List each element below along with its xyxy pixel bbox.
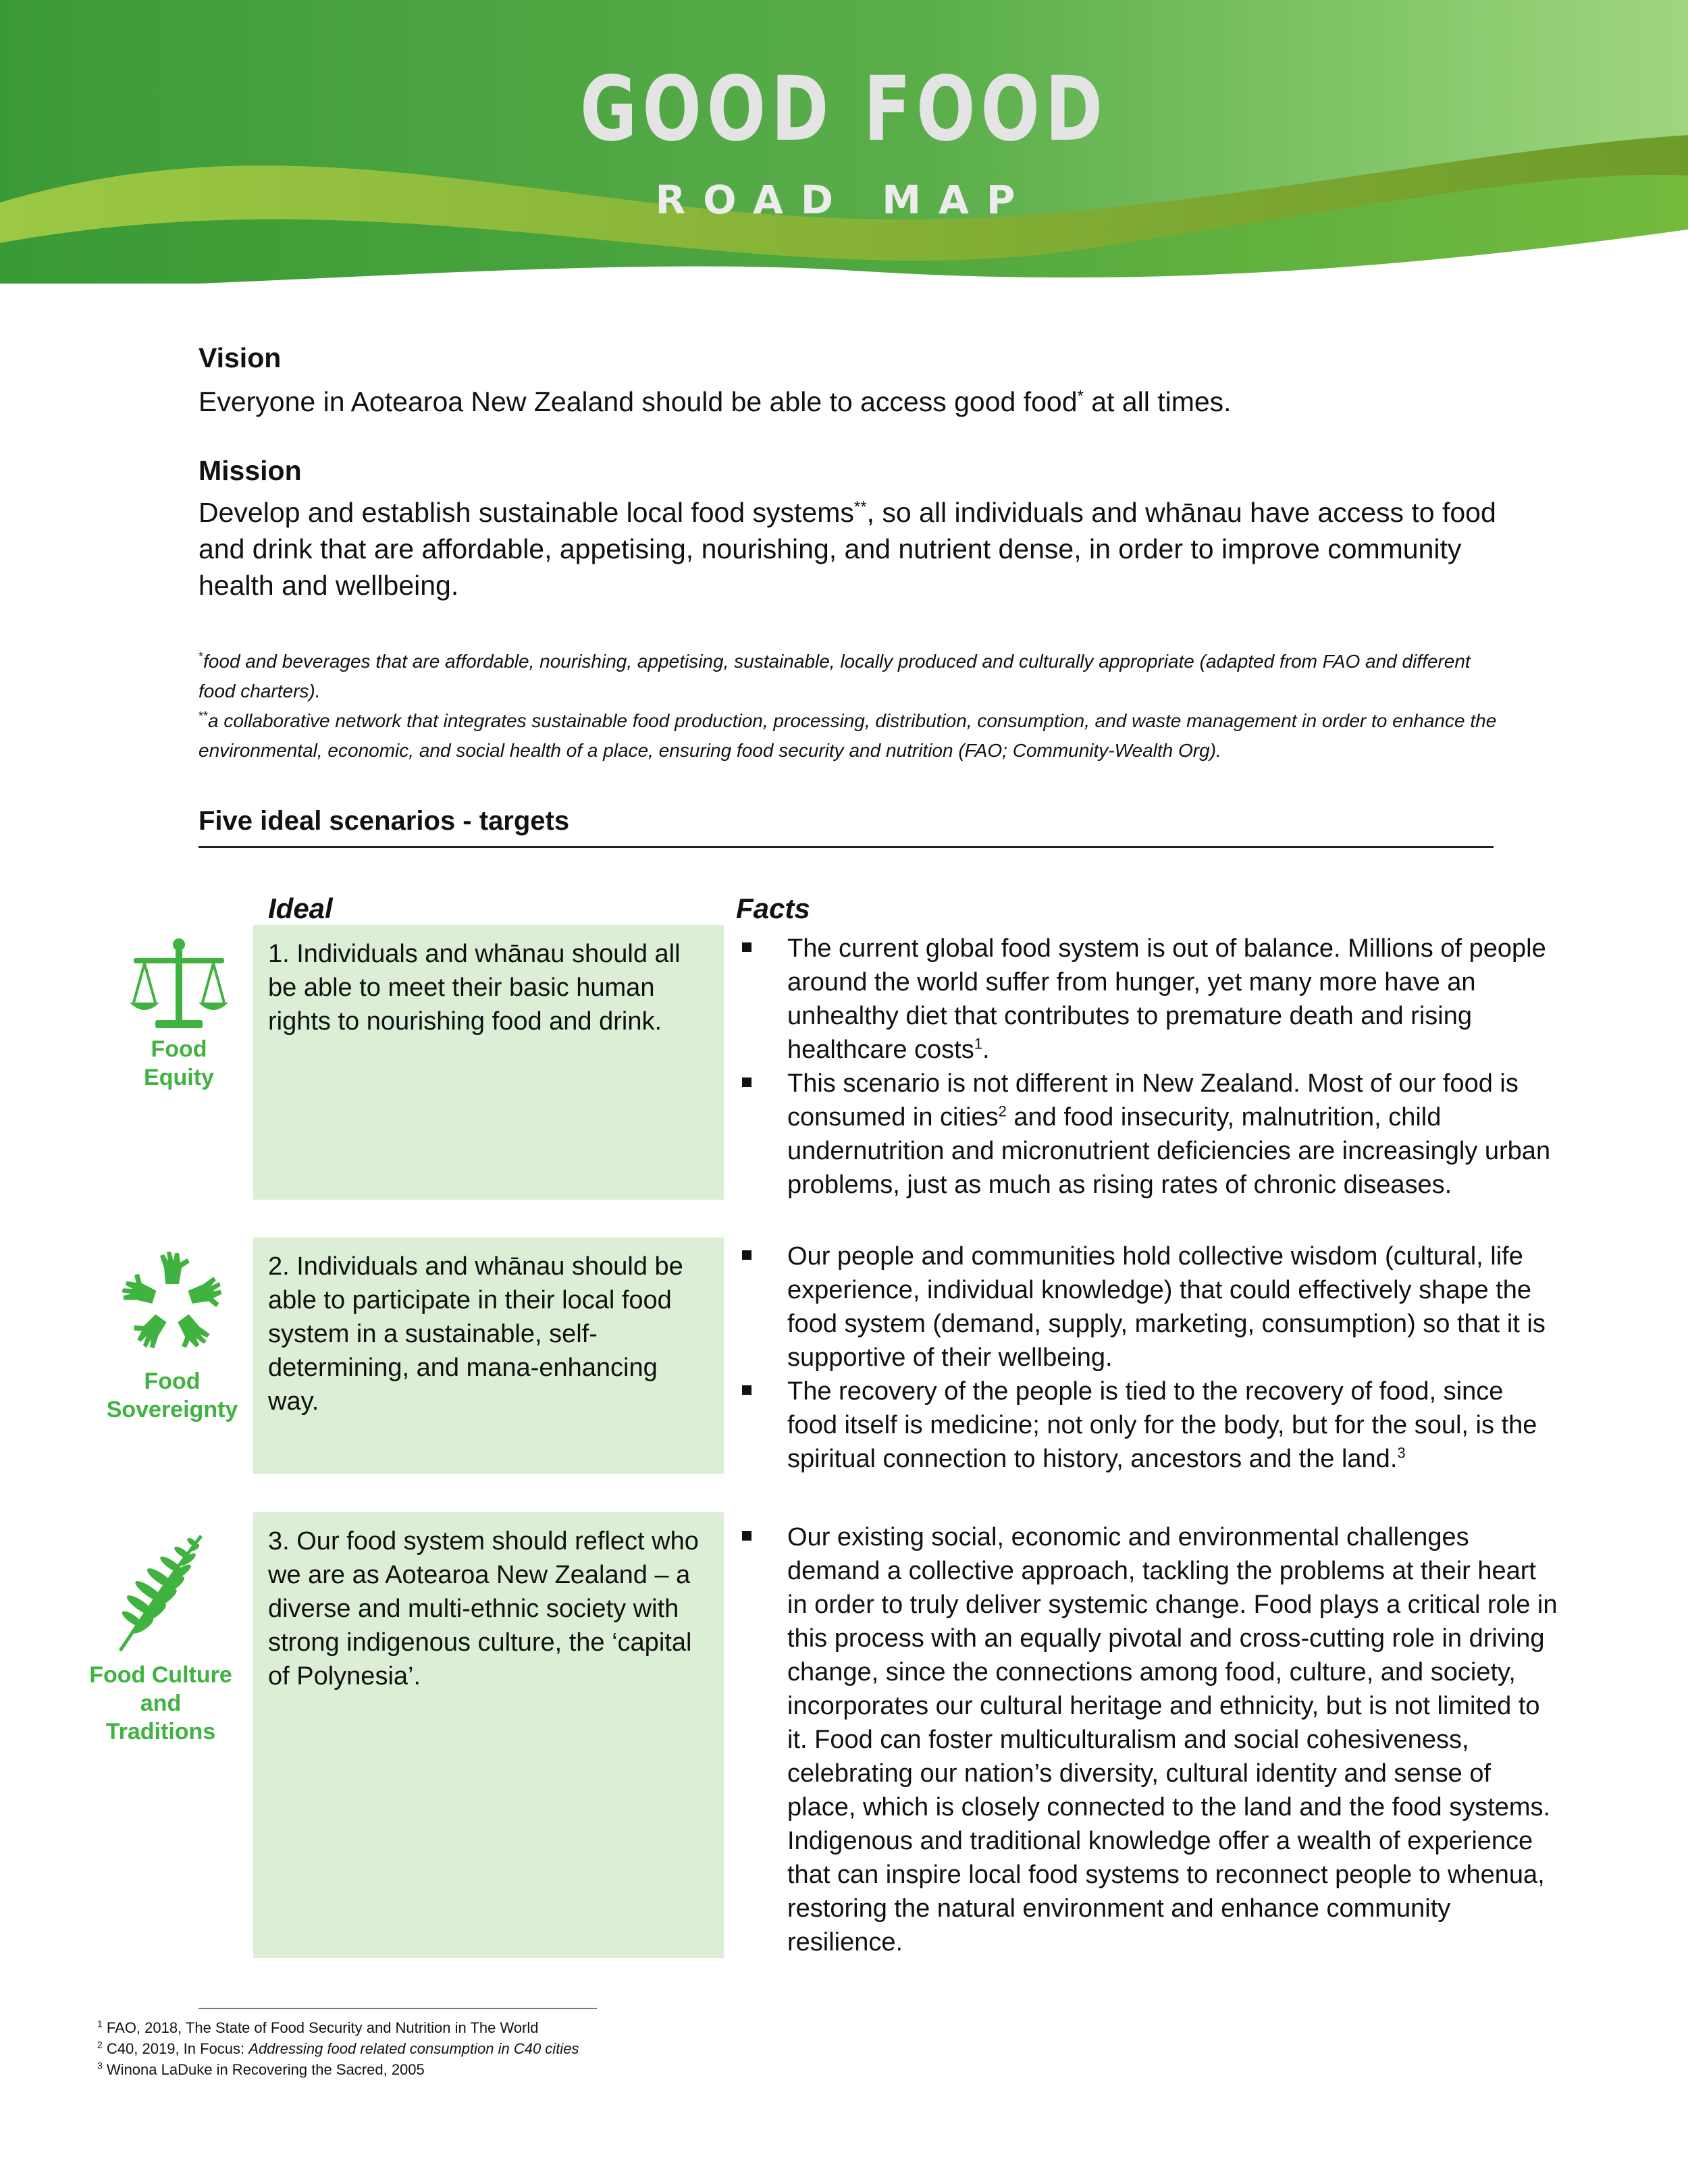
header-banner <box>0 0 1688 317</box>
fact-item: The current global food system is out of balance. Millions of people around the world suffer from hunger, yet many more have an unhealthy diet that contributes to premature death and rising healthcare costs$^1$. <box>736 932 1560 1067</box>
facts-list-3 <box>736 1520 1560 1959</box>
scenario-label: Food Sovereignty <box>106 1368 238 1422</box>
banner-title: GOOD FOOD <box>580 57 1108 161</box>
ideal-box-3: 3. Our food system should reflect who we are as Aotearoa New Zealand – a diverse and multi-ethnic society with strong indigenous culture, the ‘capital of Polynesia’. <box>253 1512 724 1958</box>
mission-heading: Mission <box>199 455 302 486</box>
footnote-2: $^2$ C40, 2019, In Focus: Addressing food related consumption in C40 cities <box>97 2039 579 2057</box>
mission-text: Develop and establish sustainable local food systems**, so all individuals and whānau have access to food and drink that are affordable, appetising, nourishing, and nutrient dense, in order to improve community health and wellbeing. <box>199 497 1496 601</box>
ideal-box-1: 1. Individuals and whānau should all be able to meet their basic human rights to nourishing food and drink. <box>253 925 724 1200</box>
targets-heading: Five ideal scenarios - targets <box>199 806 570 836</box>
ideal-box-2: 2. Individuals and whānau should be able to participate in their local food system in a sustainable, self-determining, and mana-enhancing way. <box>253 1237 724 1474</box>
footnote-divider <box>199 2008 597 2009</box>
scenario-food-equity-icon-block <box>98 935 260 1092</box>
vision-text: Everyone in Aotearoa New Zealand should be able to access good food* at all times. <box>199 386 1232 417</box>
facts-column-header: Facts <box>736 893 810 924</box>
scenario-food-sovereignty-icon-block <box>91 1246 253 1424</box>
footnote-1: $^1$ FAO, 2018, The State of Food Security and Nutrition in The World <box>97 2018 539 2036</box>
note-food-system: **a collaborative network that integrates sustainable food production, processing, distribution, consumption, and waste management in order to enhance the environmental, economic, and social health of a place, ensuring food security and nutrition (FAO; Community-Wealth Org). <box>199 709 1497 761</box>
footnotes <box>97 2017 579 2080</box>
fact-item: Our people and communities hold collective wisdom (cultural, life experience, individual knowledge) that could effectively shape the food system (demand, supply, marketing, consumption) so that it is supportive of their wellbeing. <box>736 1240 1560 1375</box>
targets-divider <box>199 846 1494 848</box>
facts-list-1 <box>736 932 1560 1202</box>
scenario-food-culture-icon-block <box>80 1533 242 1746</box>
facts-list-2 <box>736 1240 1560 1476</box>
scenario-label: Food Equity <box>144 1036 214 1090</box>
note-good-food: *food and beverages that are affordable, nourishing, appetising, sustainable, locally produced and culturally appropriate (adapted from FAO and different food charters). <box>199 649 1471 701</box>
fern-icon <box>107 1533 215 1654</box>
banner-subtitle: ROAD MAP <box>655 177 1033 223</box>
ideal-column-header: Ideal <box>268 893 333 924</box>
vision-heading: Vision <box>199 342 282 373</box>
footnote-3: $^3$ Winona LaDuke in Recovering the Sacred, 2005 <box>97 2060 425 2078</box>
scales-icon <box>128 935 230 1036</box>
fact-item: This scenario is not different in New Zealand. Most of our food is consumed in cities$^2$ and food insecurity, malnutrition, child undernutrition and micronutrient deficiencies are increasingly urban problems, just as much as rising rates of chronic diseases. <box>736 1067 1560 1202</box>
fact-item: The recovery of the people is tied to the recovery of food, since food itself is medicine; not only for the body, but for the soul, is the spiritual connection to history, ancestors and the land.$^3$ <box>736 1375 1560 1476</box>
scenario-label: Food Culture and Traditions <box>89 1662 232 1744</box>
fact-item: Our existing social, economic and environmental challenges demand a collective approach, tackling the problems at their heart in order to truly deliver systemic change. Food plays a critical role in this process with an equally pivotal and cross-cutting role in driving change, since the connections among food, culture, and society, incorporates our cultural heritage and ethnicity, but is not limited to it. Food can foster multiculturalism and social cohesiveness, celebrating our nation’s diversity, cultural identity and sense of place, which is closely connected to the land and the food systems. Indigenous and traditional knowledge offer a wealth of experience that can inspire local food systems to reconnect people to whenua, restoring the natural environment and enhance community resilience. <box>736 1520 1560 1959</box>
hands-circle-icon <box>122 1246 223 1360</box>
